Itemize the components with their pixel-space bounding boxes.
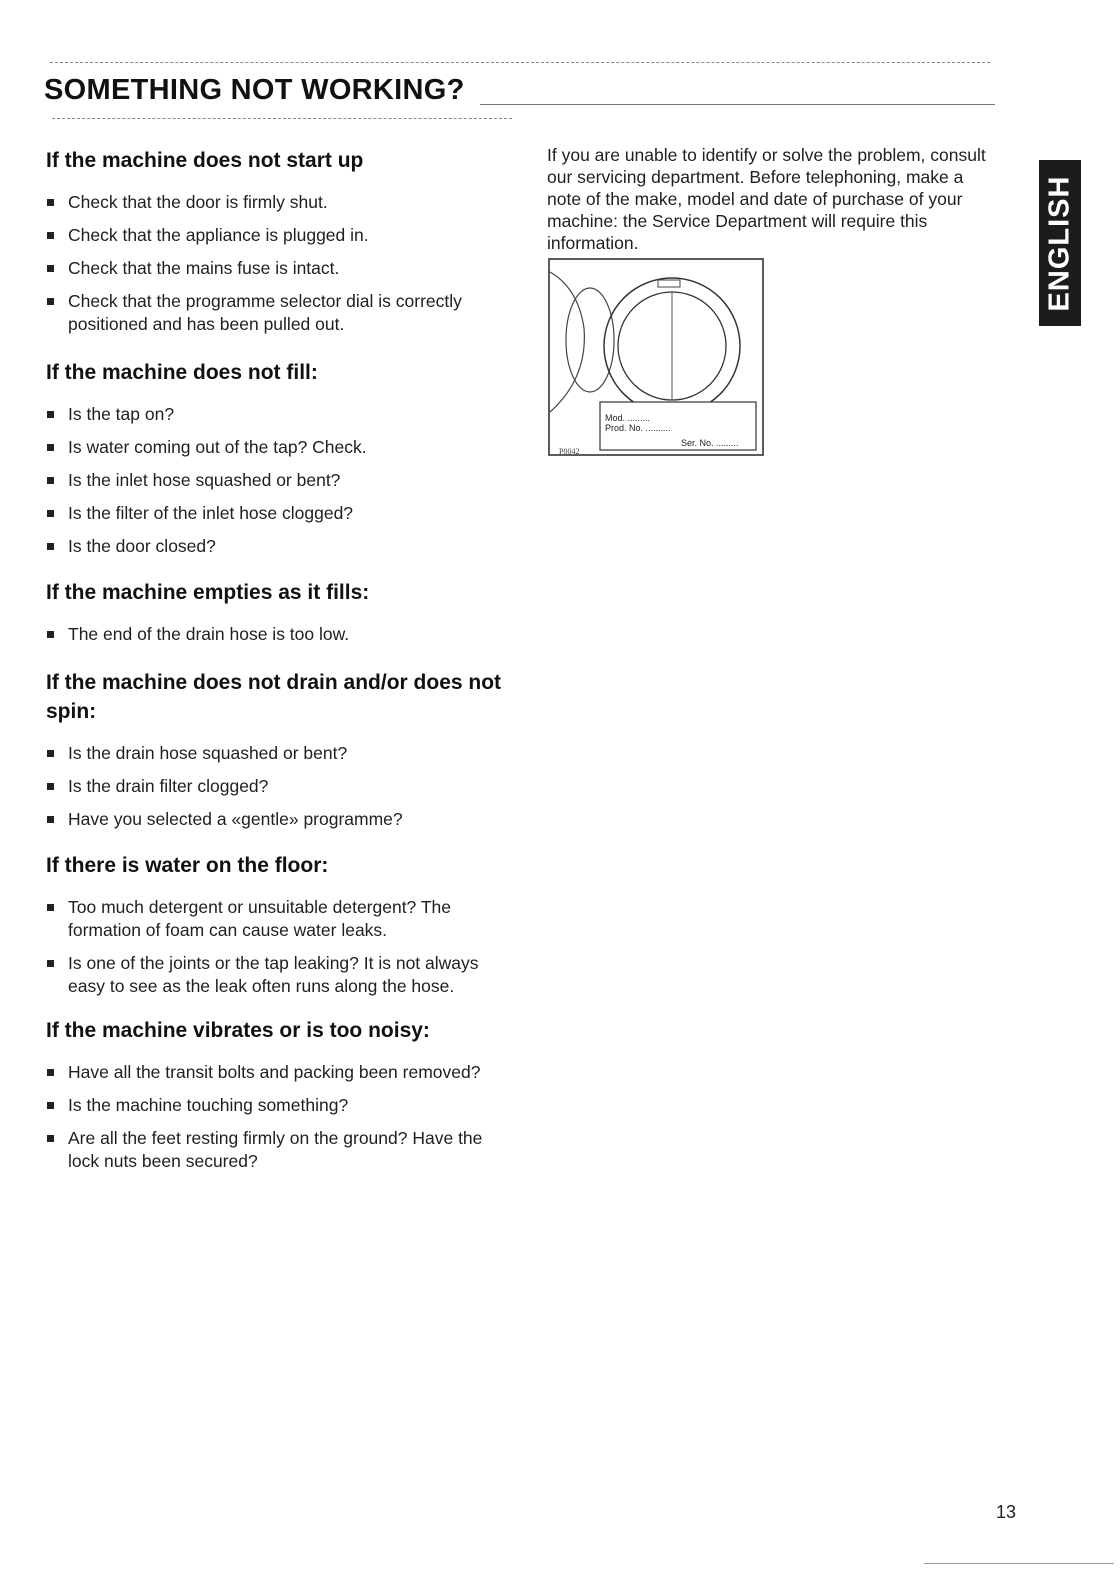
list-item: Check that the mains fuse is intact. (46, 257, 516, 280)
list-item: Too much detergent or unsuitable detergent? The formation of foam can cause water leaks. (46, 896, 516, 942)
checklist (46, 1061, 516, 1173)
checklist (46, 896, 516, 998)
list-item: Is one of the joints or the tap leaking? It is not always easy to see as the leak often runs along the hose. (46, 952, 516, 998)
language-tab-label: ENGLISH (1043, 175, 1076, 311)
list-item: Have all the transit bolts and packing been removed? (46, 1061, 516, 1084)
list-item: Check that the door is firmly shut. (46, 191, 516, 214)
list-item: Is the tap on? (46, 403, 516, 426)
plate-mod-label: Mod. ......... (605, 413, 651, 423)
header-right-rule (480, 104, 995, 105)
section-water-on-floor (46, 851, 516, 998)
section-heading: If the machine does not fill: (46, 361, 318, 384)
checklist (46, 191, 516, 336)
section-empties-as-fills (46, 578, 516, 646)
section-heading: If there is water on the floor: (46, 854, 329, 877)
list-item: Is the drain hose squashed or bent? (46, 742, 516, 765)
section-does-not-drain (46, 668, 516, 831)
section-does-not-fill (46, 358, 516, 558)
language-tab (1039, 160, 1081, 326)
checklist (46, 742, 516, 831)
list-item: Is the inlet hose squashed or bent? (46, 469, 516, 492)
list-item: Are all the feet resting firmly on the ground? Have the lock nuts been secured? (46, 1127, 516, 1173)
rating-plate-diagram (548, 258, 764, 456)
page-number: 13 (996, 1502, 1017, 1522)
section-heading: If the machine empties as it fills: (46, 581, 370, 604)
list-item: Have you selected a «gentle» programme? (46, 808, 516, 831)
service-intro-text: If you are unable to identify or solve the problem, consult our servicing department. Before telephoning, make a note of the make, model and date of purchase of your machine: the Service Department will require this information. (547, 145, 986, 253)
section-heading: If the machine does not drain and/or does not spin: (46, 671, 502, 723)
checklist (46, 623, 516, 646)
plate-prod-label: Prod. No. .......... (605, 423, 671, 433)
footer-rule (924, 1563, 1114, 1564)
list-item: Is the filter of the inlet hose clogged? (46, 502, 516, 525)
plate-ser-label: Ser. No. ......... (681, 438, 739, 448)
list-item: Check that the appliance is plugged in. (46, 224, 516, 247)
header-bottom-rule (52, 118, 512, 119)
list-item: Is water coming out of the tap? Check. (46, 436, 516, 459)
list-item: Is the door closed? (46, 535, 516, 558)
list-item: Check that the programme selector dial is correctly positioned and has been pulled out. (46, 290, 516, 336)
header-top-rule (50, 62, 990, 63)
section-heading: If the machine does not start up (46, 149, 364, 172)
section-heading: If the machine vibrates or is too noisy: (46, 1019, 430, 1042)
section-does-not-start (46, 146, 516, 336)
troubleshooting-column (46, 146, 516, 1183)
list-item: Is the machine touching something? (46, 1094, 516, 1117)
checklist (46, 403, 516, 558)
page-title: SOMETHING NOT WORKING? (44, 74, 465, 106)
section-vibrates-noisy (46, 1016, 516, 1173)
diagram-code: P0042 (559, 447, 580, 456)
list-item: The end of the drain hose is too low. (46, 623, 516, 646)
list-item: Is the drain filter clogged? (46, 775, 516, 798)
